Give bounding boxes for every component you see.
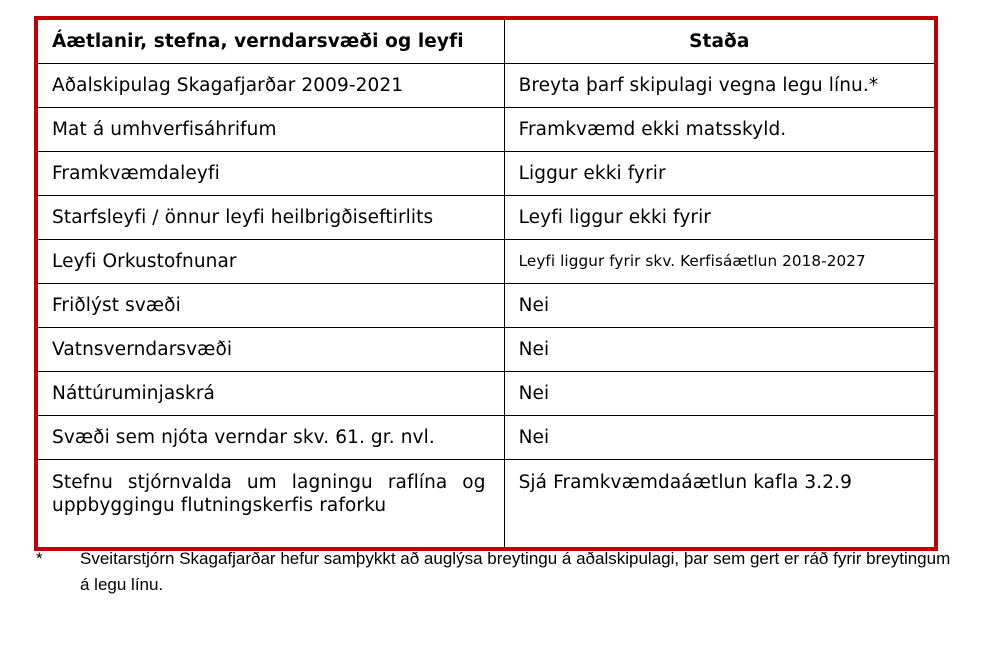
table-row xyxy=(36,328,936,372)
row-label: Friðlýst svæði xyxy=(36,284,504,328)
row-label: Framkvæmdaleyfi xyxy=(36,152,504,196)
row-value: Leyfi liggur ekki fyrir xyxy=(504,196,936,240)
table-row xyxy=(36,152,936,196)
table-row xyxy=(36,460,936,550)
column-header-label: Áætlanir, stefna, verndarsvæði og leyfi xyxy=(36,18,504,64)
row-label: Svæði sem njóta verndar skv. 61. gr. nvl. xyxy=(36,416,504,460)
row-label: Mat á umhverfisáhrifum xyxy=(36,108,504,152)
table-header xyxy=(36,18,936,64)
row-label: Aðalskipulag Skagafjarðar 2009-2021 xyxy=(36,64,504,108)
table-header-row xyxy=(36,18,936,64)
row-value: Nei xyxy=(504,416,936,460)
table-row xyxy=(36,108,936,152)
row-label: Náttúruminjaskrá xyxy=(36,372,504,416)
table-row xyxy=(36,372,936,416)
column-header-status: Staða xyxy=(504,18,936,64)
footnote-text: Sveitarstjórn Skagafjarðar hefur samþykkt að auglýsa breytingu á aðalskipulagi, þar sem gert er ráð fyrir breytingum á legu línu. xyxy=(80,549,951,595)
table-row xyxy=(36,64,936,108)
table-row xyxy=(36,284,936,328)
table-row xyxy=(36,416,936,460)
row-value: Nei xyxy=(504,284,936,328)
table-body xyxy=(36,64,936,550)
table-row xyxy=(36,196,936,240)
row-value: Sjá Framkvæmdaáætlun kafla 3.2.9 xyxy=(504,460,936,550)
row-value: Nei xyxy=(504,328,936,372)
row-label: Starfsleyfi / önnur leyfi heilbrigðiseftirlits xyxy=(36,196,504,240)
footnote-marker: * xyxy=(36,549,43,568)
row-label: Stefnu stjórnvalda um lagningu raflína og uppbyggingu flutningskerfis raforku xyxy=(36,460,504,550)
row-value: Leyfi liggur fyrir skv. Kerfisáætlun 2018-2027 xyxy=(504,240,936,284)
row-label: Leyfi Orkustofnunar xyxy=(36,240,504,284)
row-label: Vatnsverndarsvæði xyxy=(36,328,504,372)
row-value: Liggur ekki fyrir xyxy=(504,152,936,196)
row-value: Framkvæmd ekki matsskyld. xyxy=(504,108,936,152)
row-value: Breyta þarf skipulagi vegna legu línu.* xyxy=(504,64,936,108)
table-row xyxy=(36,240,936,284)
status-table xyxy=(34,16,938,551)
footnote xyxy=(36,546,952,599)
row-value: Nei xyxy=(504,372,936,416)
